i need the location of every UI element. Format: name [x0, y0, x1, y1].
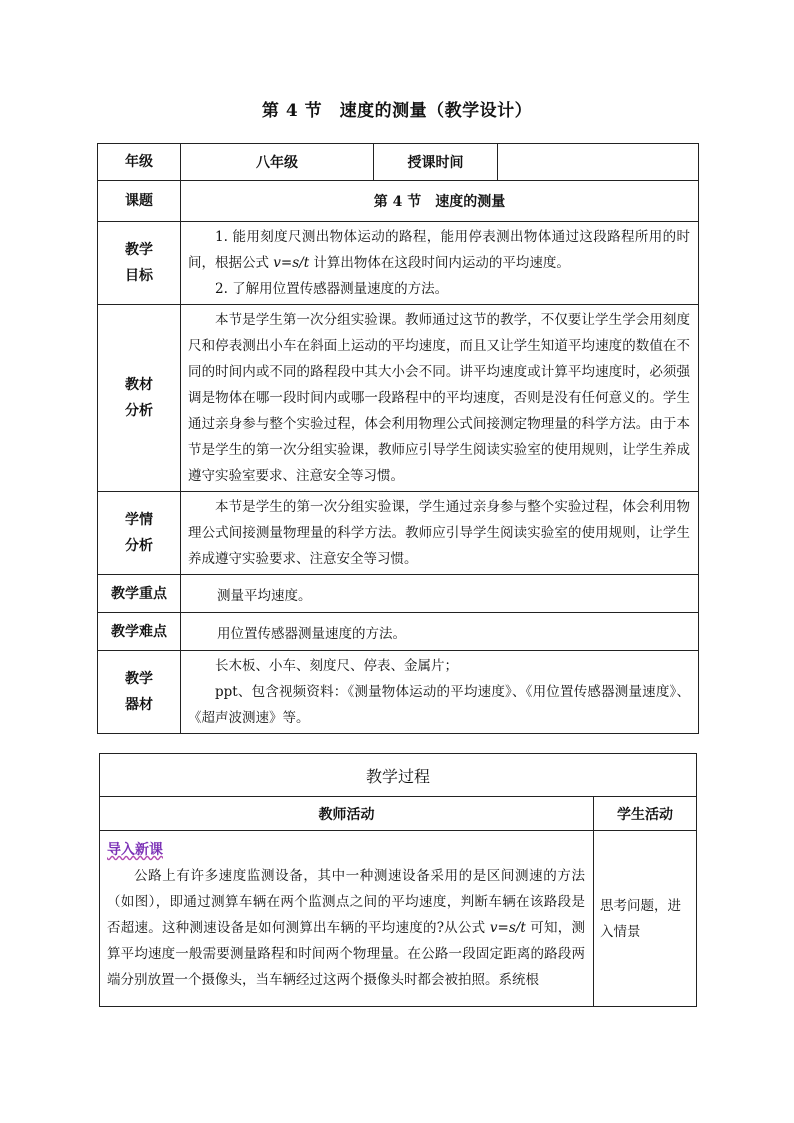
grade-value: 八年级: [181, 144, 374, 181]
intro-paragraph: [107, 863, 585, 993]
student-analysis-row: [98, 492, 699, 575]
intro-section-link[interactable]: 导入新课: [107, 842, 163, 858]
student-analysis-text: 本节是学生的第一次分组实验课，学生通过亲身参与整个实验过程，体会利用物理公式间接测量物理量的科学方法。教师应引导学生阅读实验室的使用规则，让学生养成遵守实验要求、注意安全等习惯。: [188, 499, 690, 567]
page-title: 第 4 节 速度的测量（教学设计）: [261, 101, 533, 121]
teaching-process-table: [99, 753, 697, 1007]
goal-2: 2. 了解用位置传感器测量速度的方法。: [215, 281, 449, 297]
material-text: 本节是学生第一次分组实验课。教师通过这节的教学，不仅要让学生学会用刻度尺和停表测出小车在斜面上运动的平均速度，而且又让学生知道平均速度的数值在不同的时间内或不同的路程段中其大小会不同。讲平均速度或计算平均速度时，必须强调是物体在哪一段时间内或哪一段路程中的平均速度，否则是没有任何意义的。学生通过亲身参与整个实验过程，体会利用物理公式间接测定物理量的科学方法。由于本节是学生的第一次分组实验课，教师应引导学生阅读实验室的使用规则，让学生养成遵守实验室要求、注意安全等习惯。: [188, 312, 690, 484]
topic-row: [98, 181, 699, 222]
teacher-activity-header: 教师活动: [100, 797, 594, 831]
equipment-content: [181, 651, 699, 734]
time-label: 授课时间: [374, 144, 498, 181]
goal-1-text-a: 1. 能用刻度尺测出物体运动的路程，能用停表测出物体通过这段路程所用的时间，根据公式: [188, 229, 690, 271]
goals-content: [181, 222, 699, 305]
intro-text-a: 公路上有许多速度监测设备，其中一种测速设备采用的是区间测速的方法（如图），即通过测算车辆在两个监测点之间的平均速度，判断车辆在该路段是否超速。这种测速设备是如何测算出车辆的平均速度的?从公式: [107, 868, 585, 936]
material-content: [181, 305, 699, 492]
intro-row: [100, 831, 697, 1007]
process-heading-row: [100, 754, 697, 797]
process-column-row: [100, 797, 697, 831]
lesson-info-table: [97, 143, 699, 734]
goals-label: [98, 222, 181, 305]
material-label-text: 教材分析: [124, 377, 153, 419]
key-point-text: 测量平均速度。: [181, 575, 699, 613]
material-row: [98, 305, 699, 492]
student-analysis-label: [98, 492, 181, 575]
student-activity-header: 学生活动: [594, 797, 697, 831]
goal-1-text-b: 计算出物体在这段时间内运动的平均速度。: [309, 255, 570, 271]
intro-section-title[interactable]: [107, 837, 585, 863]
student-activity-cell: 思考问题，进入情景: [594, 831, 697, 1007]
difficult-point-label: 教学难点: [98, 613, 181, 651]
goal-1: [188, 224, 690, 276]
difficult-point-text: 用位置传感器测量速度的方法。: [181, 613, 699, 651]
key-point-label: 教学重点: [98, 575, 181, 613]
key-point-row: [98, 575, 699, 613]
difficult-point-row: [98, 613, 699, 651]
student-analysis-content: [181, 492, 699, 575]
grade-label: 年级: [98, 144, 181, 181]
equipment-line-1: 长木板、小车、刻度尺、停表、金属片；: [215, 658, 458, 674]
process-heading: 教学过程: [100, 754, 697, 797]
goal-1-formula: v=s/t: [273, 255, 310, 271]
topic-value: 第 4 节 速度的测量: [181, 181, 699, 222]
equipment-row: [98, 651, 699, 734]
intro-text-b: 可知，测算平均速度一般需要测量路程和时间两个物理量。在公路一段固定距离的路段两端分别放置一个摄像头，当车辆经过这两个摄像头时都会被拍照。系统根: [107, 920, 586, 988]
time-value: [498, 144, 699, 181]
topic-label: 课题: [98, 181, 181, 222]
equipment-label-text: 教学器材: [124, 671, 153, 713]
intro-formula: v=s/t: [489, 920, 526, 936]
goals-row: [98, 222, 699, 305]
equipment-line-2: ppt、包含视频资料：《测量物体运动的平均速度》、《用位置传感器测量速度》、《超声波测速》等。: [188, 684, 690, 726]
equipment-label: [98, 651, 181, 734]
material-label: [98, 305, 181, 492]
goals-label-text: 教学目标: [124, 242, 153, 284]
student-analysis-label-text: 学情分析: [124, 512, 153, 554]
teacher-activity-cell: [100, 831, 594, 1007]
grade-row: [98, 144, 699, 181]
